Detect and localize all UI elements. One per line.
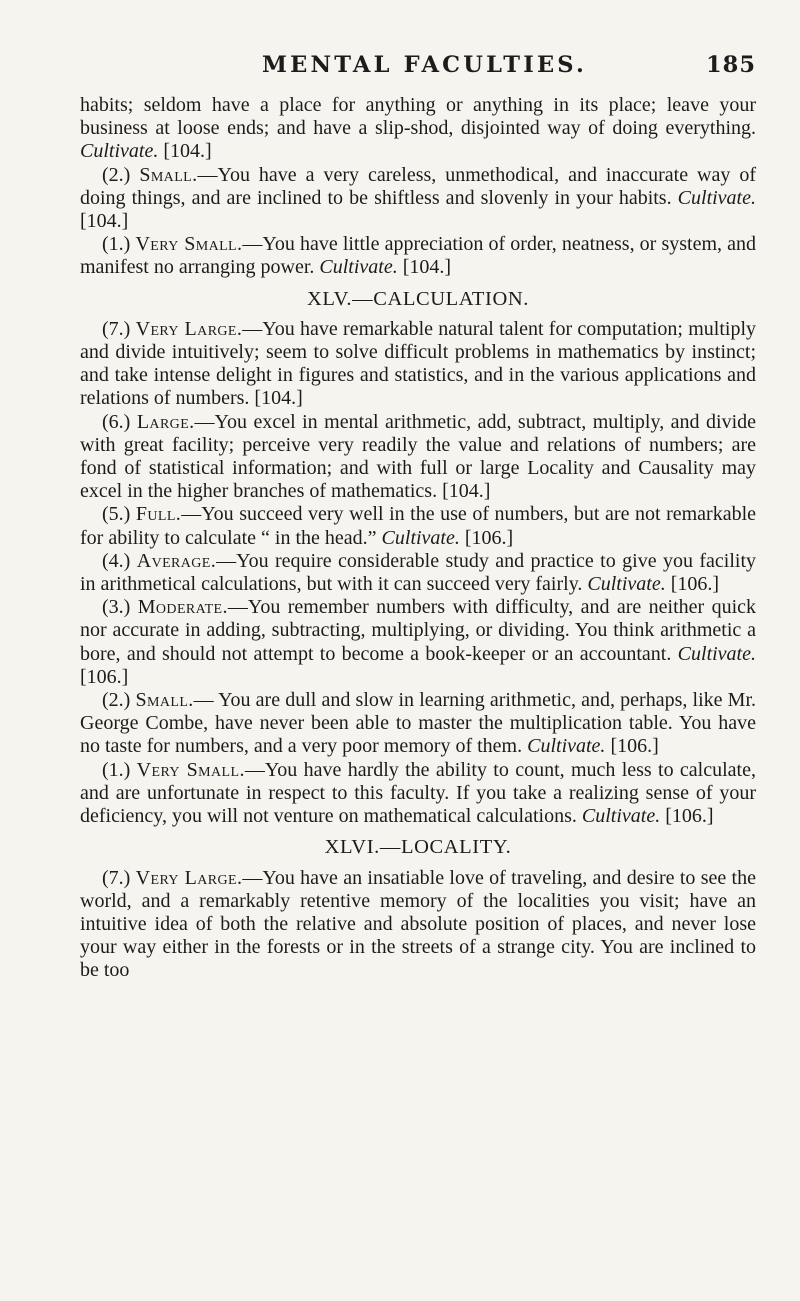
cultivate-label: Cultivate. <box>677 186 756 209</box>
paragraph-order-continuation <box>80 94 756 164</box>
entry-number: (5.) <box>102 503 131 526</box>
reference: [104.] <box>254 387 303 410</box>
cultivate-label: Cultivate. <box>587 573 666 596</box>
entry-text: —You remember numbers with difficulty, and are neither quick nor accurate in adding, subtracting, multiplying, or dividing. You think arithmetic a bore, and should not attempt to become a book-keeper or an accountant. <box>80 596 756 665</box>
reference: [104.] <box>163 140 212 163</box>
order-entry-small <box>80 164 756 234</box>
entry-text: — You are dull and slow in learning arithmetic, and, perhaps, like Mr. George Combe, have never been able to master the multiplication table. You have no taste for numbers, and a very poor memory of them. <box>80 689 756 758</box>
entry-text: —You have an insatiable love of traveling, and desire to see the world, and a remarkably retentive memory of the localities you visit; have an intuitive idea of both the relative and absolute position of places, and never lose your way either in the forests or in the streets of a strange city. You are inclined to be too <box>80 866 756 982</box>
reference: [106.] <box>464 526 514 549</box>
entry-number: (7.) <box>102 866 131 889</box>
book-page <box>80 52 756 983</box>
order-entry-very-small <box>80 233 756 279</box>
calculation-entry-large <box>80 411 756 504</box>
cultivate-label: Cultivate. <box>527 735 606 758</box>
calculation-entry-moderate <box>80 596 756 689</box>
entry-text: —You have little appreciation of order, neatness, or system, and manifest no arranging power. <box>80 233 756 279</box>
running-title: MENTAL FACULTIES. <box>262 52 587 78</box>
entry-number: (1.) <box>102 758 131 781</box>
entry-number: (4.) <box>102 549 131 572</box>
reference: [106.] <box>80 665 129 688</box>
locality-entries <box>80 867 756 983</box>
reference: [104.] <box>442 480 491 503</box>
reference: [106.] <box>670 573 720 596</box>
entry-number: (1.) <box>102 233 131 256</box>
calculation-entries <box>80 318 756 828</box>
entry-number: (2.) <box>102 163 131 186</box>
locality-entry-very-large <box>80 867 756 983</box>
entry-degree: Very Large. <box>135 866 243 889</box>
entry-text: —You excel in mental arithmetic, add, subtract, multiply, and divide with great facility; perceive very readily the value and relations of numbers; are fond of statistical information; and with full or large Locality and Causality may excel in the higher branches of mathematics. <box>80 410 757 503</box>
entry-degree: Very Small. <box>135 233 243 256</box>
page-number: 185 <box>706 52 756 78</box>
calculation-entry-very-large <box>80 318 756 411</box>
reference: [106.] <box>665 805 714 828</box>
entry-number: (7.) <box>102 317 131 340</box>
section-heading-calculation: XLV.—CALCULATION. <box>306 287 530 310</box>
cultivate-label: Cultivate. <box>319 256 398 279</box>
entry-text: —You have a very careless, unmethodical, and inaccurate way of doing things, and are inclined to be shiftless and slovenly in your habits. <box>80 163 757 209</box>
entry-degree: Average. <box>136 549 217 572</box>
entry-text: —You succeed very well in the use of numbers, but are not remarkable for ability to calculate “ in the head.” <box>80 503 757 549</box>
body-text <box>80 94 756 983</box>
entry-text: —You have remarkable natural talent for computation; multiply and divide intuitively; seem to solve difficult problems in mathematics by instinct; and take intense delight in figures and statistics, and in the various applications and relations of numbers. <box>80 317 756 410</box>
entry-text: —You require considerable study and practice to give you facility in arithmetical calculations, but with it can succeed very fairly. <box>80 549 757 596</box>
section-heading-locality: XLVI.—LOCALITY. <box>324 836 512 859</box>
reference: [104.] <box>80 210 129 233</box>
calculation-entry-very-small <box>80 759 756 829</box>
entry-degree: Large. <box>136 410 195 433</box>
calculation-entry-full <box>80 503 756 549</box>
cultivate-label: Cultivate. <box>80 140 159 163</box>
entry-number: (3.) <box>102 596 131 619</box>
entry-degree: Very Small. <box>136 758 245 781</box>
calculation-entry-average <box>80 550 756 596</box>
entry-degree: Very Large. <box>135 317 243 340</box>
entry-number: (2.) <box>102 689 131 712</box>
paragraph-text: habits; seldom have a place for anything or anything in its place; leave your business at loose ends; and have a slip-shod, disjointed way of doing everything. <box>80 94 756 140</box>
cultivate-label: Cultivate. <box>381 526 460 549</box>
entry-degree: Moderate. <box>137 596 228 619</box>
calculation-entry-small <box>80 689 756 759</box>
entry-degree: Small. <box>139 163 198 186</box>
order-entries <box>80 164 756 280</box>
entry-text: —You have hardly the ability to count, much less to calculate, and are unfortunate in respect to this faculty. If you take a realizing sense of your deficiency, you will not venture on mathematical calculations. <box>80 758 756 828</box>
running-head <box>80 52 756 90</box>
entry-degree: Small. <box>135 689 194 712</box>
entry-number: (6.) <box>102 410 131 433</box>
reference: [106.] <box>610 735 659 758</box>
cultivate-label: Cultivate. <box>581 805 661 828</box>
cultivate-label: Cultivate. <box>677 642 756 665</box>
reference: [104.] <box>402 256 452 279</box>
entry-degree: Full. <box>135 503 182 526</box>
